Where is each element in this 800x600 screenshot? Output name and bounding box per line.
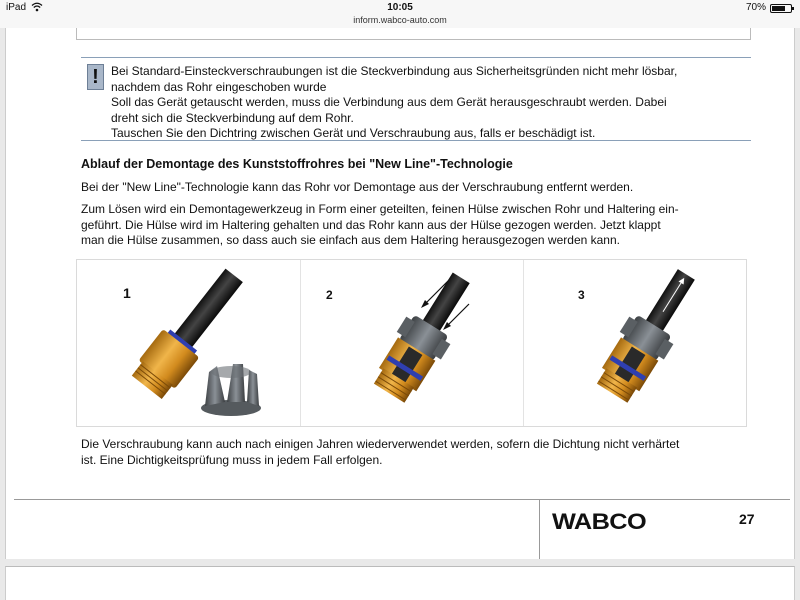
figure-step-2 — [300, 260, 524, 426]
step-number: 2 — [326, 288, 333, 302]
paragraph-line: man die Hülse zusammen, so dass auch sie einfach aus dem Haltering herausgezogen werden kann. — [81, 233, 620, 247]
note-line: nachdem das Rohr eingeschoben wurde — [111, 79, 327, 94]
note-line: dreht sich die Steckverbindung auf dem Rohr. — [111, 110, 354, 125]
warning-note-text — [111, 64, 751, 142]
paragraph — [81, 202, 751, 249]
page-number: 27 — [739, 511, 755, 527]
disassembly-figure — [76, 259, 747, 427]
status-bar — [0, 0, 800, 28]
battery-percent: 70% — [745, 2, 766, 13]
fitting-with-tube-image — [77, 260, 300, 426]
exclamation-icon: ! — [87, 64, 104, 90]
step-number: 1 — [123, 285, 131, 301]
section-heading: Ablauf der Demontage des Kunststoffrohres bei "New Line"-Technologie — [81, 157, 513, 171]
figure-step-1 — [77, 260, 300, 426]
paragraph-line: ist. Eine Dichtigkeitsprüfung muss in jedem Fall erfolgen. — [81, 452, 383, 467]
footer-vertical-divider — [539, 499, 540, 559]
closing-paragraph — [81, 437, 761, 468]
step-number: 3 — [578, 288, 585, 302]
battery-fill — [772, 6, 785, 11]
warning-note — [81, 57, 751, 141]
paragraph-line: Zum Lösen wird ein Demontagewerkzeug in Form einer geteilten, feinen Hülse zwischen Rohr und Haltering ein- — [81, 202, 679, 216]
next-page-edge — [5, 566, 795, 600]
url-bar[interactable]: inform.wabco-auto.com — [353, 15, 447, 25]
previous-box-edge — [76, 28, 751, 40]
paragraph-line: Die Verschraubung kann auch nach einigen Jahren wiederverwendet werden, sofern die Dichtung nicht verhärtet — [81, 437, 680, 451]
note-line: Bei Standard-Einsteckverschraubungen ist die Steckverbindung aus Sicherheitsgründen nicht mehr lösbar, — [111, 64, 678, 78]
sleeve-insertion-image — [301, 260, 525, 426]
footer-divider — [14, 499, 790, 500]
paragraph: Bei der "New Line"-Technologie kann das Rohr vor Demontage aus der Verschraubung entfernt werden. — [81, 180, 634, 194]
note-line: Tauschen Sie den Dichtring zwischen Gerät und Verschraubung aus, falls er beschädigt ist. — [111, 126, 596, 140]
clock: 10:05 — [387, 2, 413, 13]
wabco-logo: WABCO — [552, 509, 647, 534]
paragraph-line: geführt. Die Hülse wird im Haltering gehalten und das Rohr kann aus der Hülse gezogen werden. Jetzt klappt — [81, 217, 661, 232]
battery-icon — [770, 4, 792, 13]
figure-step-3 — [524, 260, 746, 426]
tube-removal-image — [524, 260, 746, 426]
device-label: iPad — [6, 2, 27, 13]
document-page — [5, 28, 795, 559]
note-line: Soll das Gerät getauscht werden, muss die Verbindung aus dem Gerät herausgeschraubt werden. Dabei — [111, 95, 667, 109]
